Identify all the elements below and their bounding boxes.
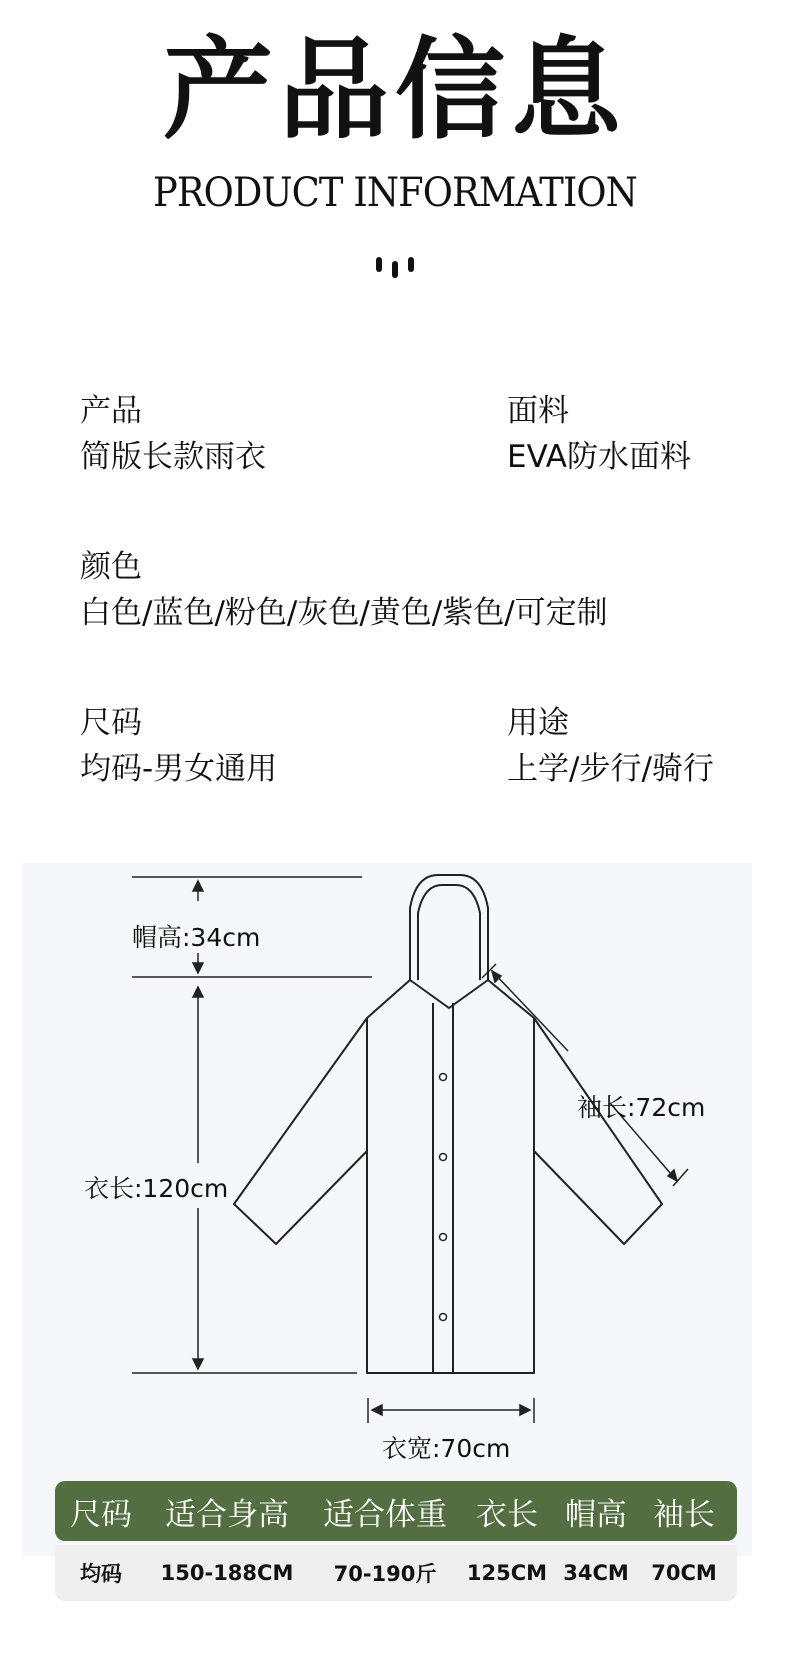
page-subtitle: PRODUCT INFORMATION bbox=[153, 170, 637, 216]
info-size bbox=[80, 700, 277, 792]
info-material-label: 面料 bbox=[507, 393, 569, 429]
coat-width-dimension bbox=[368, 1398, 534, 1423]
cell-height: 150-188CM bbox=[160, 1561, 294, 1585]
cell-sleeve-length: 70CM bbox=[651, 1561, 717, 1585]
info-color-value: 白色/蓝色/粉色/灰色/黄色/紫色/可定制 bbox=[80, 595, 608, 631]
info-color bbox=[80, 544, 608, 636]
info-product bbox=[80, 388, 266, 480]
info-size-label: 尺码 bbox=[80, 705, 142, 741]
info-material-value: EVA防水面料 bbox=[507, 439, 692, 475]
info-usage-label: 用途 bbox=[507, 705, 569, 741]
size-table-header bbox=[55, 1481, 737, 1541]
decorative-dots bbox=[372, 255, 422, 281]
info-usage bbox=[507, 700, 714, 792]
left-sleeve bbox=[234, 1018, 367, 1244]
sleeve-length-dimension bbox=[482, 964, 688, 1186]
header-weight: 适合体重 bbox=[323, 1496, 447, 1533]
hood-height-label: 帽高:34cm bbox=[132, 923, 261, 952]
info-product-label: 产品 bbox=[80, 393, 142, 429]
hood-outline bbox=[410, 875, 488, 980]
coat-body bbox=[367, 980, 534, 1373]
info-product-value: 简版长款雨衣 bbox=[80, 439, 266, 475]
collar bbox=[410, 980, 488, 1008]
right-sleeve bbox=[534, 1018, 662, 1244]
info-usage-value: 上学/步行/骑行 bbox=[507, 751, 714, 787]
table-row bbox=[55, 1545, 737, 1601]
hood-inner bbox=[418, 885, 480, 980]
info-color-label: 颜色 bbox=[80, 549, 142, 585]
header-size: 尺码 bbox=[70, 1496, 132, 1533]
cell-size: 均码 bbox=[80, 1562, 122, 1586]
sleeve-length-label: 袖长:72cm bbox=[577, 1093, 706, 1122]
coat-width-label: 衣宽:70cm bbox=[382, 1434, 511, 1463]
header-coat-length: 衣长 bbox=[476, 1496, 538, 1533]
info-size-value: 均码-男女通用 bbox=[80, 751, 278, 787]
header-sleeve-length: 袖长 bbox=[653, 1496, 715, 1533]
header-hood-height: 帽高 bbox=[565, 1496, 627, 1533]
cell-hood-height: 34CM bbox=[563, 1561, 629, 1585]
header-height: 适合身高 bbox=[165, 1496, 289, 1533]
coat-length-label: 衣长:120cm bbox=[84, 1174, 229, 1203]
raincoat-size-diagram bbox=[22, 863, 752, 1556]
info-material bbox=[507, 388, 691, 480]
cell-weight: 70-190斤 bbox=[333, 1562, 437, 1586]
size-table bbox=[55, 1481, 737, 1601]
page-title: 产品信息 bbox=[163, 26, 627, 154]
cell-coat-length: 125CM bbox=[466, 1561, 548, 1585]
